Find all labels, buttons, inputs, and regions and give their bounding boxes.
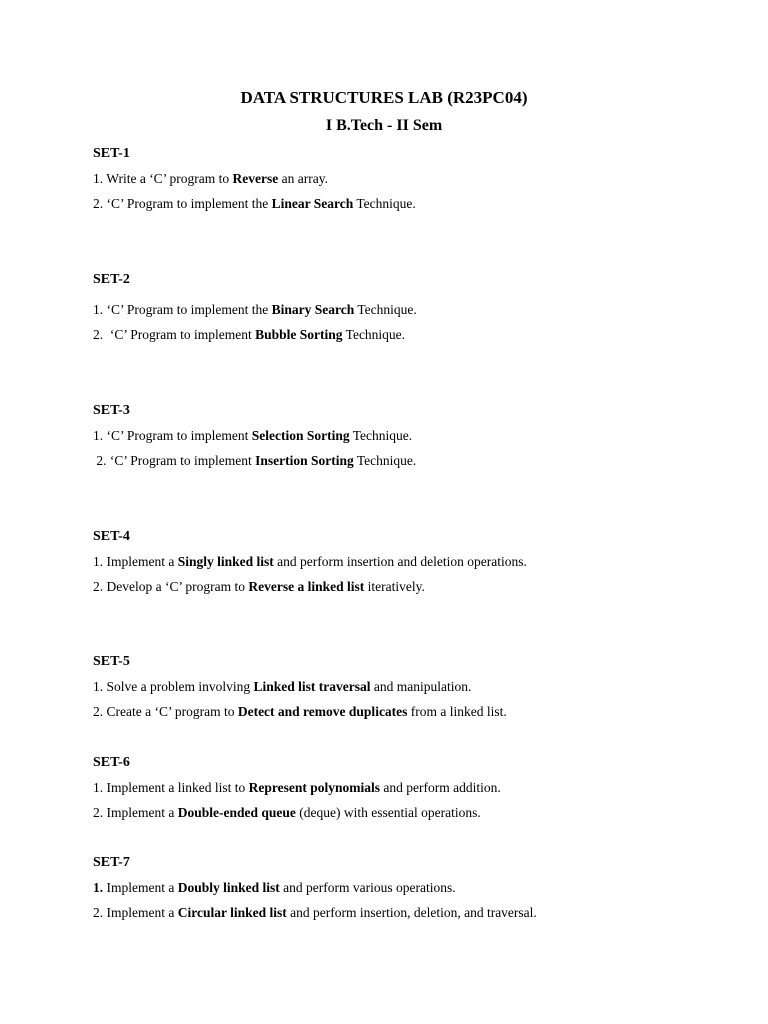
item-text: Technique. xyxy=(353,196,416,211)
item-text: and perform various operations. xyxy=(279,880,456,895)
set-4-section xyxy=(93,528,733,596)
item-keyword: Reverse xyxy=(232,171,279,186)
item-text: 1. ‘C’ Program to implement the xyxy=(93,302,272,317)
set-1-section xyxy=(93,145,733,213)
item-keyword: Bubble Sorting xyxy=(255,327,343,342)
item-text: 2. Implement a xyxy=(93,805,178,820)
item-keyword: Insertion Sorting xyxy=(255,453,354,468)
set-item xyxy=(93,427,733,445)
set-item xyxy=(93,678,733,696)
set-heading: SET-7 xyxy=(93,855,130,870)
set-6-section xyxy=(93,754,733,822)
item-text: and perform insertion and deletion operations. xyxy=(273,554,527,569)
set-item xyxy=(93,804,733,822)
item-keyword: Linear Search xyxy=(271,196,354,211)
item-text: Technique. xyxy=(342,327,406,342)
item-text: 1. ‘C’ Program to implement xyxy=(93,428,252,443)
item-keyword: Detect and remove duplicates xyxy=(237,704,408,719)
item-keyword: Doubly linked list xyxy=(177,880,280,895)
document-subtitle: I B.Tech - II Sem xyxy=(325,117,443,134)
set-7-section xyxy=(93,854,733,922)
set-item xyxy=(93,904,733,922)
item-text: iteratively. xyxy=(364,579,425,594)
item-text: from a linked list. xyxy=(407,704,507,719)
set-heading: SET-1 xyxy=(93,146,130,161)
item-keyword: Selection Sorting xyxy=(251,428,350,443)
item-text: and perform addition. xyxy=(380,780,501,795)
item-keyword: Binary Search xyxy=(271,302,355,317)
set-item xyxy=(93,195,733,213)
set-3-section xyxy=(93,402,733,470)
set-5-section xyxy=(93,653,733,721)
set-item xyxy=(93,779,733,797)
set-item xyxy=(93,452,733,470)
item-keyword: Circular linked list xyxy=(177,905,287,920)
set-item xyxy=(93,301,733,319)
item-text: Implement a xyxy=(103,880,178,895)
item-text: and manipulation. xyxy=(370,679,472,694)
item-text: 1. Implement a linked list to xyxy=(93,780,249,795)
item-text: Technique. xyxy=(353,453,417,468)
item-text: 2. Implement a xyxy=(93,905,178,920)
set-item xyxy=(93,553,733,571)
item-keyword: Represent polynomials xyxy=(248,780,380,795)
item-text: 2. ‘C’ Program to implement the xyxy=(93,196,272,211)
set-item xyxy=(93,578,733,596)
item-text: (deque) with essential operations. xyxy=(295,805,481,820)
item-keyword: Double-ended queue xyxy=(177,805,296,820)
set-heading: SET-3 xyxy=(93,403,130,418)
set-2-section xyxy=(93,271,733,344)
item-number: 1. xyxy=(93,880,104,895)
item-text: 2. Create a ‘C’ program to xyxy=(93,704,238,719)
set-heading: SET-4 xyxy=(93,529,130,544)
item-text: an array. xyxy=(278,171,328,186)
item-text: 1. Implement a xyxy=(93,554,178,569)
set-item xyxy=(93,703,733,721)
item-keyword: Reverse a linked list xyxy=(248,579,365,594)
item-text: 1. Write a ‘C’ program to xyxy=(93,171,233,186)
set-heading: SET-6 xyxy=(93,755,130,770)
set-item xyxy=(93,879,733,897)
set-heading: SET-2 xyxy=(93,272,130,287)
item-keyword: Singly linked list xyxy=(177,554,274,569)
item-text: Technique. xyxy=(354,302,417,317)
item-text: 2. ‘C’ Program to implement xyxy=(93,327,256,342)
document-title: DATA STRUCTURES LAB (R23PC04) xyxy=(240,88,528,107)
item-text: and perform insertion, deletion, and traversal. xyxy=(286,905,537,920)
set-item xyxy=(93,326,733,344)
item-keyword: Linked list traversal xyxy=(253,679,371,694)
item-text: 1. Solve a problem involving xyxy=(93,679,254,694)
item-text: Technique. xyxy=(349,428,413,443)
item-text: 2. ‘C’ Program to implement xyxy=(93,453,256,468)
set-heading: SET-5 xyxy=(93,654,130,669)
set-item xyxy=(93,170,733,188)
item-text: 2. Develop a ‘C’ program to xyxy=(93,579,249,594)
